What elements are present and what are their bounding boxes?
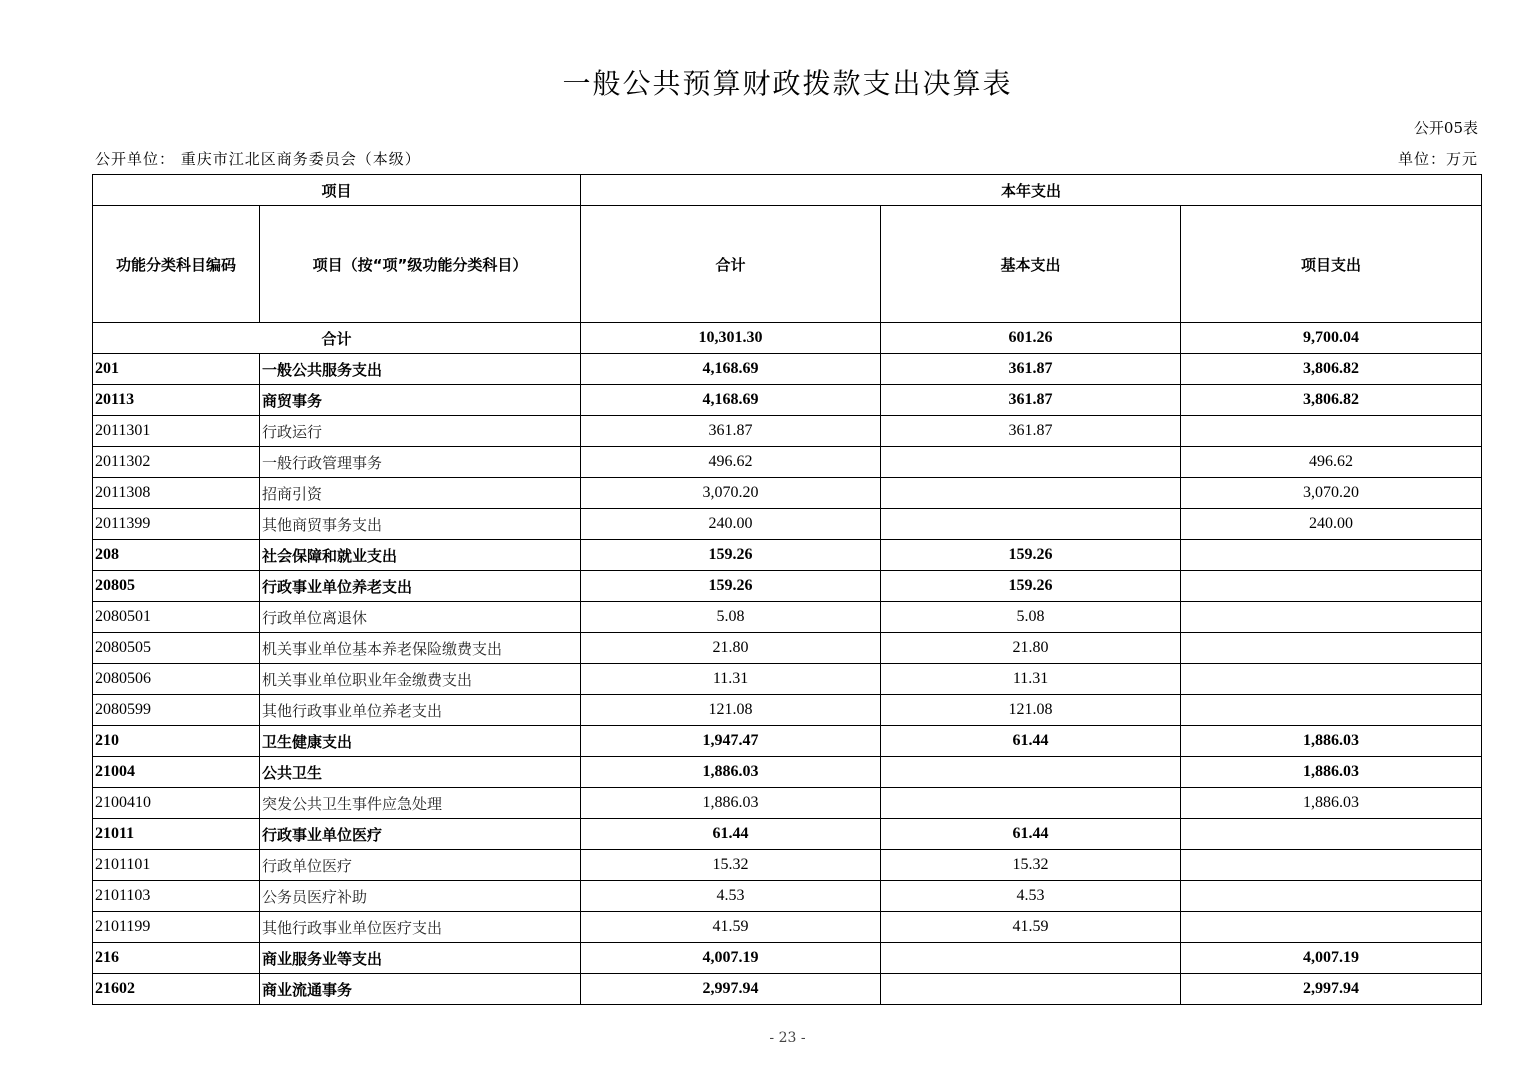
row-basic: 361.87 [881,416,1181,447]
total-sum: 10,301.30 [581,323,881,354]
row-basic: 159.26 [881,540,1181,571]
total-basic: 601.26 [881,323,1181,354]
row-total: 121.08 [581,695,881,726]
table-row [93,819,1482,850]
row-code: 2011302 [93,447,260,478]
total-label: 合计 [93,323,581,354]
row-name: 机关事业单位职业年金缴费支出 [260,664,581,695]
table-row [93,726,1482,757]
row-total: 2,997.94 [581,974,881,1005]
row-name: 社会保障和就业支出 [260,540,581,571]
row-basic: 15.32 [881,850,1181,881]
row-project [1181,695,1482,726]
row-total: 11.31 [581,664,881,695]
row-basic: 61.44 [881,819,1181,850]
table-row [93,540,1482,571]
row-name: 招商引资 [260,478,581,509]
row-code: 2080599 [93,695,260,726]
table-row [93,509,1482,540]
row-total: 159.26 [581,571,881,602]
row-project: 4,007.19 [1181,943,1482,974]
table-row [93,974,1482,1005]
form-number: 公开05表 [1413,119,1478,137]
row-code: 2011301 [93,416,260,447]
row-basic [881,788,1181,819]
row-basic [881,509,1181,540]
publishing-unit: 公开单位： 重庆市江北区商务委员会（本级） [95,150,421,168]
row-name: 其他行政事业单位医疗支出 [260,912,581,943]
row-project [1181,912,1482,943]
row-basic: 361.87 [881,385,1181,416]
row-total: 496.62 [581,447,881,478]
row-total: 1,947.47 [581,726,881,757]
header-project-exp: 项目支出 [1181,206,1482,323]
row-project [1181,602,1482,633]
row-total: 61.44 [581,819,881,850]
row-project: 496.62 [1181,447,1482,478]
row-project: 2,997.94 [1181,974,1482,1005]
row-project [1181,850,1482,881]
row-code: 20113 [93,385,260,416]
row-code: 21004 [93,757,260,788]
row-project: 3,070.20 [1181,478,1482,509]
page-title: 一般公共预算财政拨款支出决算表 [562,67,1013,100]
row-project [1181,571,1482,602]
header-project: 项目 [93,175,581,206]
row-project [1181,633,1482,664]
row-code: 2101199 [93,912,260,943]
row-name: 行政运行 [260,416,581,447]
row-code: 20805 [93,571,260,602]
table-row [93,416,1482,447]
row-project: 1,886.03 [1181,757,1482,788]
table-row [93,788,1482,819]
row-project [1181,881,1482,912]
row-code: 2080506 [93,664,260,695]
row-project: 240.00 [1181,509,1482,540]
row-project: 3,806.82 [1181,354,1482,385]
row-total: 4.53 [581,881,881,912]
row-total: 1,886.03 [581,788,881,819]
row-name: 商业流通事务 [260,974,581,1005]
row-basic: 41.59 [881,912,1181,943]
row-code: 2011308 [93,478,260,509]
row-code: 2011399 [93,509,260,540]
row-total: 21.80 [581,633,881,664]
header-current-year: 本年支出 [581,175,1482,206]
row-project: 1,886.03 [1181,726,1482,757]
row-total: 4,168.69 [581,354,881,385]
page-number: - 23 - [769,1030,806,1046]
row-name: 行政单位离退休 [260,602,581,633]
row-code: 2100410 [93,788,260,819]
row-name: 行政事业单位养老支出 [260,571,581,602]
row-name: 行政单位医疗 [260,850,581,881]
row-total: 240.00 [581,509,881,540]
row-code: 21602 [93,974,260,1005]
row-project: 3,806.82 [1181,385,1482,416]
row-code: 21011 [93,819,260,850]
header-total: 合计 [581,206,881,323]
table-row [93,757,1482,788]
table-row [93,633,1482,664]
table-row [93,881,1482,912]
row-basic [881,974,1181,1005]
row-code: 208 [93,540,260,571]
row-total: 159.26 [581,540,881,571]
header-item: 项目（按“项”级功能分类科目） [260,206,581,323]
row-name: 其他行政事业单位养老支出 [260,695,581,726]
table-row [93,385,1482,416]
row-basic: 159.26 [881,571,1181,602]
row-basic [881,943,1181,974]
row-code: 201 [93,354,260,385]
row-total: 1,886.03 [581,757,881,788]
table-row [93,354,1482,385]
row-basic: 21.80 [881,633,1181,664]
table-row [93,447,1482,478]
row-code: 2080501 [93,602,260,633]
row-code: 210 [93,726,260,757]
header-basic: 基本支出 [881,206,1181,323]
row-project [1181,416,1482,447]
expenditure-table [92,174,1482,1005]
row-basic: 5.08 [881,602,1181,633]
total-project: 9,700.04 [1181,323,1482,354]
currency-unit: 单位：万元 [1397,150,1478,168]
table-row [93,664,1482,695]
row-project [1181,819,1482,850]
row-total: 41.59 [581,912,881,943]
row-code: 2080505 [93,633,260,664]
row-name: 其他商贸事务支出 [260,509,581,540]
row-code: 2101101 [93,850,260,881]
row-basic: 61.44 [881,726,1181,757]
row-name: 一般公共服务支出 [260,354,581,385]
table-row [93,602,1482,633]
row-name: 机关事业单位基本养老保险缴费支出 [260,633,581,664]
row-project [1181,664,1482,695]
table-row [93,478,1482,509]
row-project [1181,540,1482,571]
row-total: 15.32 [581,850,881,881]
row-project: 1,886.03 [1181,788,1482,819]
row-basic: 121.08 [881,695,1181,726]
row-basic [881,447,1181,478]
row-code: 216 [93,943,260,974]
row-basic: 361.87 [881,354,1181,385]
row-code: 2101103 [93,881,260,912]
table-row [93,943,1482,974]
row-name: 突发公共卫生事件应急处理 [260,788,581,819]
row-name: 商业服务业等支出 [260,943,581,974]
row-name: 公共卫生 [260,757,581,788]
row-name: 行政事业单位医疗 [260,819,581,850]
row-total: 5.08 [581,602,881,633]
row-name: 卫生健康支出 [260,726,581,757]
row-total: 361.87 [581,416,881,447]
table-row [93,912,1482,943]
row-basic: 4.53 [881,881,1181,912]
row-basic: 11.31 [881,664,1181,695]
row-basic [881,757,1181,788]
row-name: 商贸事务 [260,385,581,416]
table-row [93,571,1482,602]
row-total: 3,070.20 [581,478,881,509]
table-row [93,850,1482,881]
row-name: 一般行政管理事务 [260,447,581,478]
total-row [93,323,1482,354]
row-basic [881,478,1181,509]
row-name: 公务员医疗补助 [260,881,581,912]
header-code: 功能分类科目编码 [93,206,260,323]
table-row [93,695,1482,726]
row-total: 4,007.19 [581,943,881,974]
row-total: 4,168.69 [581,385,881,416]
